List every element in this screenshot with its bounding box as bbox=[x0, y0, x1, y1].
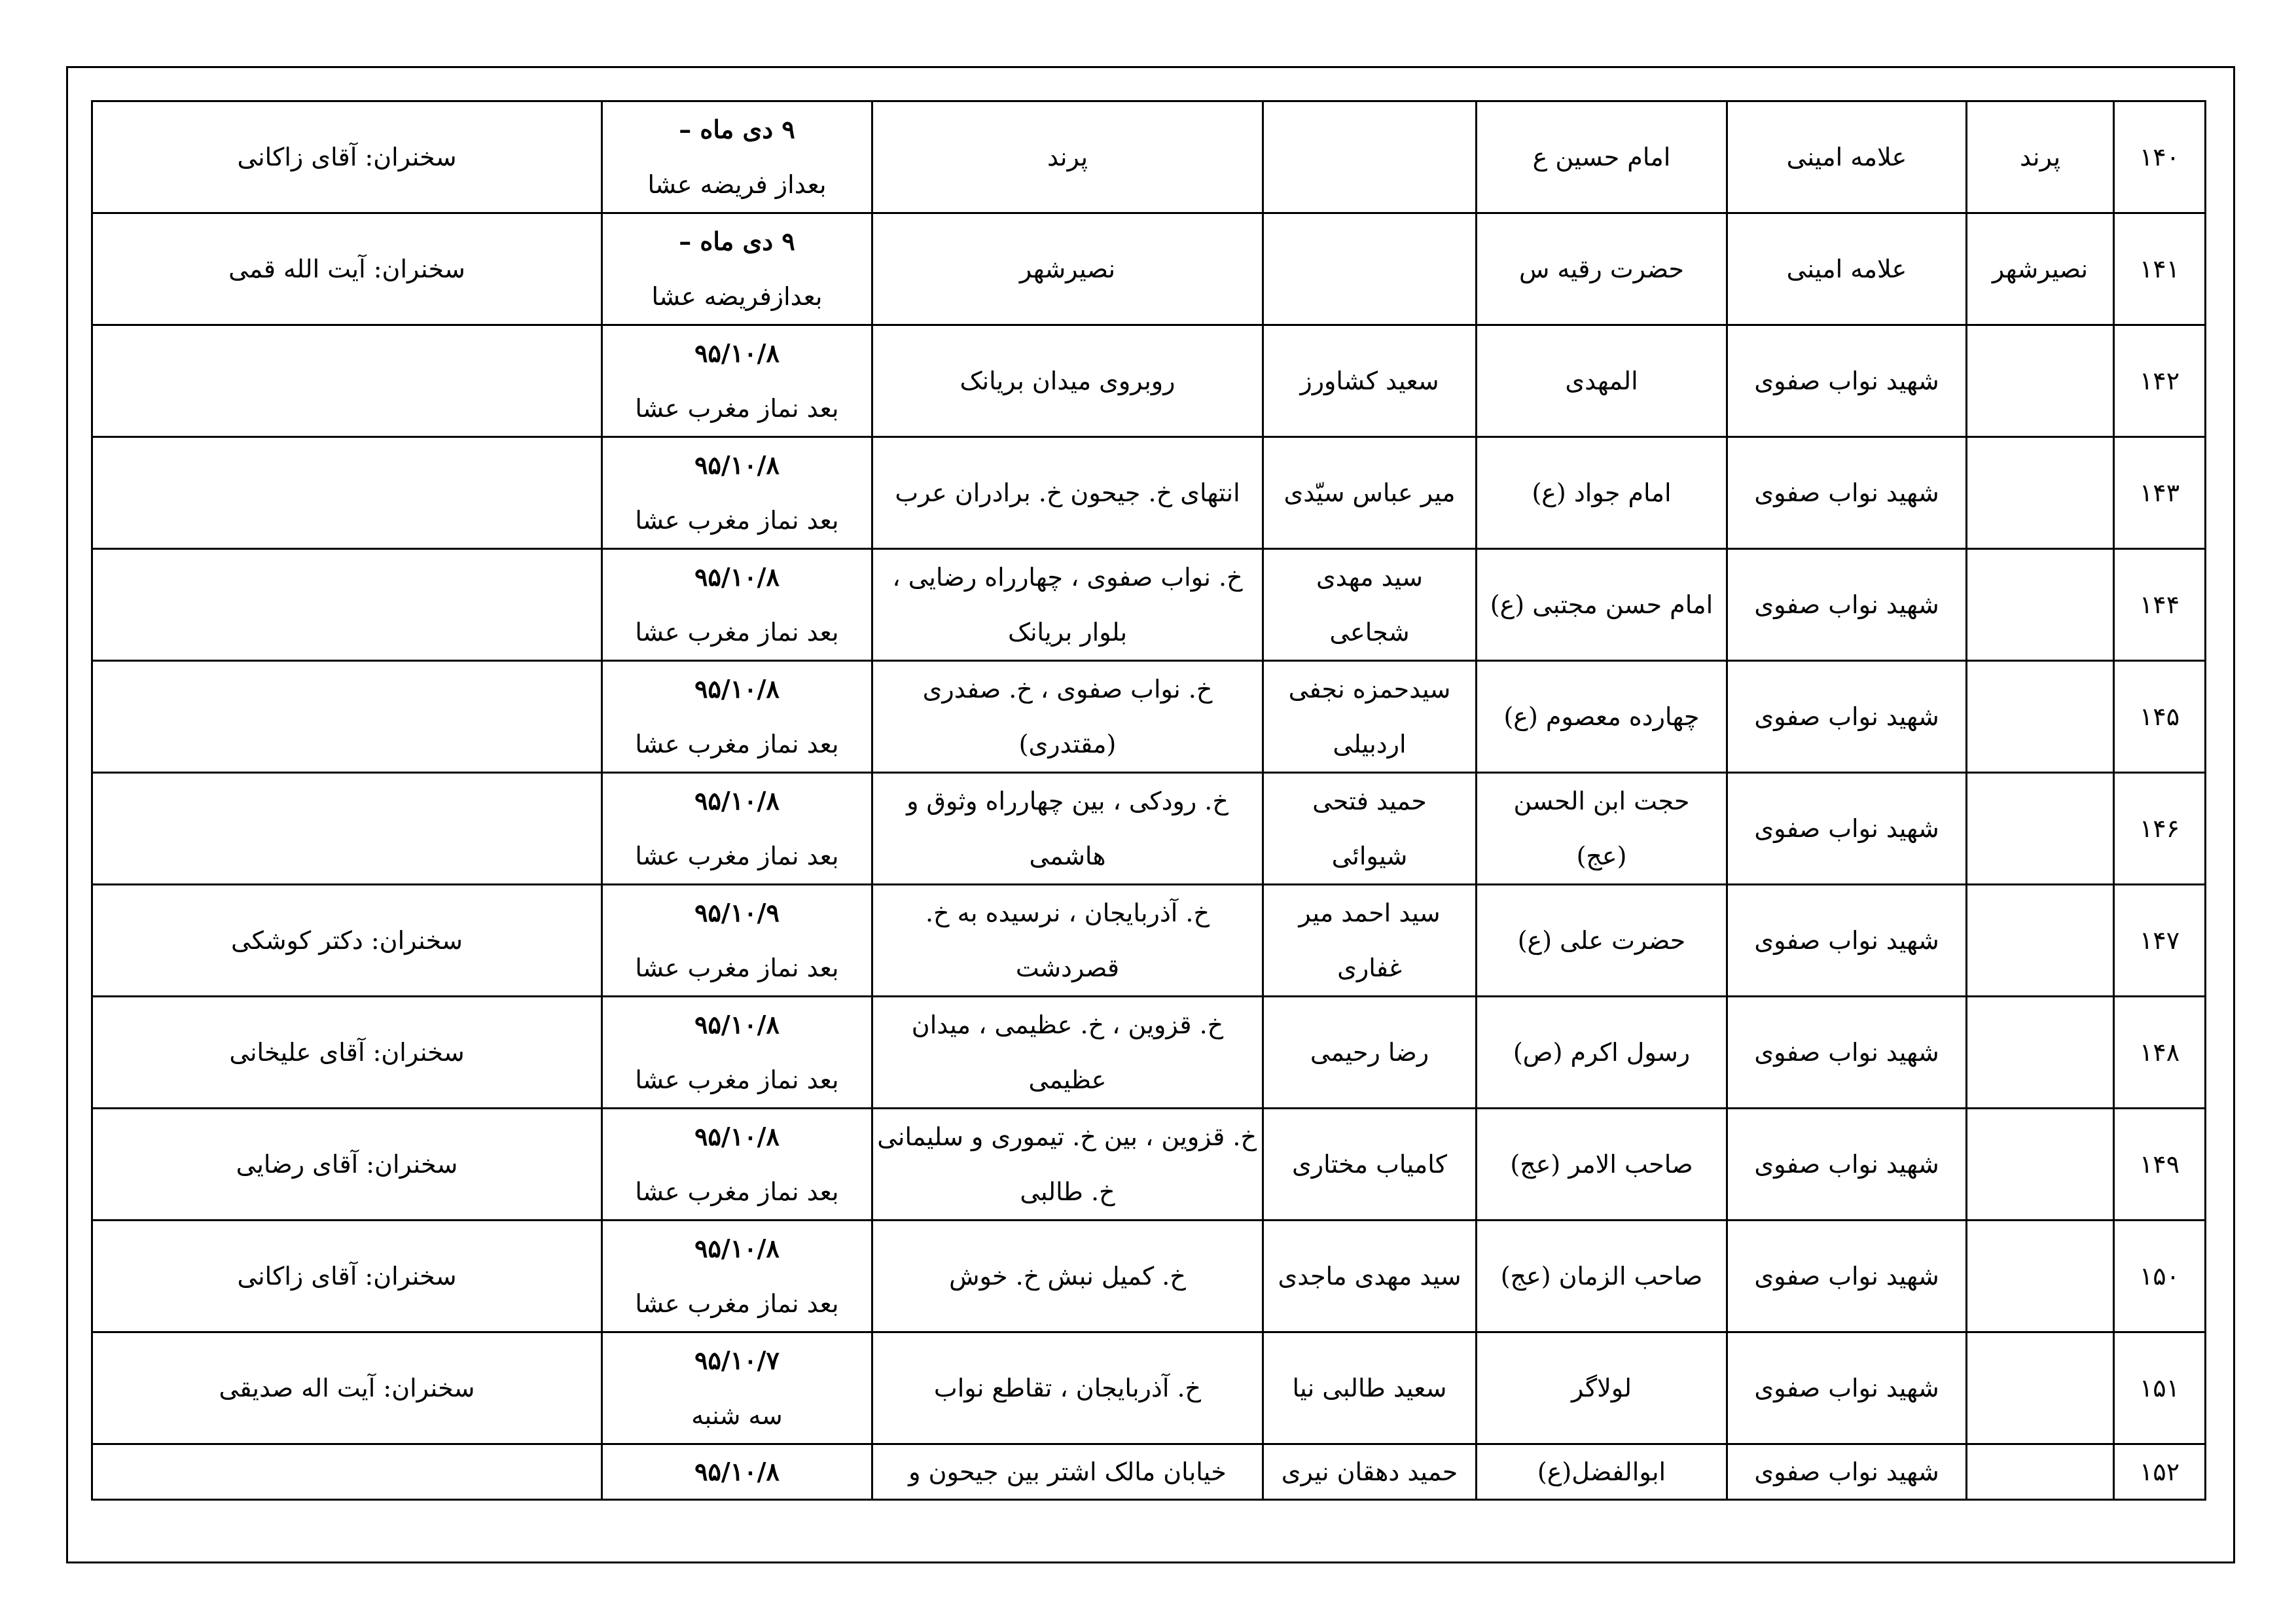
row-number-cell bbox=[2114, 549, 2206, 661]
date-time-text: بعدازفریضه عشا bbox=[651, 282, 823, 311]
organizer-cell bbox=[1263, 885, 1477, 997]
city-cell bbox=[1967, 1444, 2114, 1500]
speaker-cell bbox=[92, 1332, 602, 1444]
address-text: خ. نواب صفوی ، چهارراه رضایی ، bbox=[892, 563, 1243, 592]
mosque-text: امام جواد (ع) bbox=[1532, 478, 1672, 507]
address-text: بلوار بریانک bbox=[1007, 618, 1128, 647]
table-row bbox=[92, 997, 2206, 1109]
speaker-text: سخنران: آقای رضایی bbox=[236, 1150, 458, 1179]
row-number-text: ۱۵۰ bbox=[2139, 1262, 2180, 1291]
district-text: شهید نواب صفوی bbox=[1754, 926, 1939, 955]
row-number-cell bbox=[2114, 213, 2206, 325]
district-text: شهید نواب صفوی bbox=[1754, 1150, 1939, 1179]
organizer-text: رضا رحیمی bbox=[1310, 1038, 1429, 1067]
organizer-text: سعید طالبی نیا bbox=[1292, 1374, 1447, 1402]
date-time-text: بعد نماز مغرب عشا bbox=[635, 618, 839, 647]
speaker-cell bbox=[92, 997, 602, 1109]
district-cell bbox=[1727, 997, 1967, 1109]
organizer-text: اردبیلی bbox=[1333, 730, 1407, 758]
address-text: خ. کمیل نبش خ. خوش bbox=[949, 1262, 1186, 1291]
mosque-cell bbox=[1477, 885, 1727, 997]
speaker-cell bbox=[92, 773, 602, 885]
speaker-cell bbox=[92, 213, 602, 325]
date-time-cell bbox=[602, 1444, 872, 1500]
table-row bbox=[92, 885, 2206, 997]
organizer-text: سید مهدی bbox=[1316, 563, 1423, 592]
organizer-cell bbox=[1263, 437, 1477, 549]
district-cell bbox=[1727, 773, 1967, 885]
mosque-text: صاحب الزمان (عج) bbox=[1500, 1262, 1703, 1291]
table-row bbox=[92, 549, 2206, 661]
district-text: شهید نواب صفوی bbox=[1754, 1262, 1939, 1291]
row-number-text: ۱۴۶ bbox=[2139, 814, 2180, 843]
address-text: خیابان مالک اشتر بین جیحون و bbox=[908, 1457, 1227, 1486]
district-cell bbox=[1727, 437, 1967, 549]
city-cell bbox=[1967, 213, 2114, 325]
address-text: قصردشت bbox=[1015, 954, 1120, 982]
date-time-text: بعد نماز مغرب عشا bbox=[635, 1177, 839, 1206]
table-row bbox=[92, 1444, 2206, 1500]
table-row bbox=[92, 1109, 2206, 1221]
address-cell bbox=[872, 1221, 1263, 1332]
city-text: نصیرشهر bbox=[1992, 255, 2089, 283]
row-number-text: ۱۴۰ bbox=[2139, 143, 2180, 171]
organizer-text: سعید کشاورز bbox=[1300, 366, 1439, 395]
date-time-cell bbox=[602, 325, 872, 437]
district-text: علامه امینی bbox=[1786, 255, 1907, 283]
mosque-cell bbox=[1477, 325, 1727, 437]
table-row bbox=[92, 773, 2206, 885]
date-time-text: بعد نماز مغرب عشا bbox=[635, 1065, 839, 1094]
mosque-cell bbox=[1477, 997, 1727, 1109]
row-number-text: ۱۴۹ bbox=[2139, 1150, 2180, 1179]
organizer-text: شیوائی bbox=[1331, 842, 1408, 870]
table-row bbox=[92, 213, 2206, 325]
organizer-text: شجاعی bbox=[1329, 618, 1410, 647]
date-time-cell bbox=[602, 437, 872, 549]
address-text: خ. رودکی ، بین چهارراه وثوق و bbox=[906, 787, 1229, 815]
date-time-text: ۹۵/۱۰/۸ bbox=[694, 1457, 780, 1486]
mosque-cell bbox=[1477, 437, 1727, 549]
row-number-text: ۱۴۴ bbox=[2139, 590, 2180, 619]
organizer-cell bbox=[1263, 101, 1477, 213]
address-cell bbox=[872, 1444, 1263, 1500]
district-cell bbox=[1727, 549, 1967, 661]
date-time-text: بعد نماز مغرب عشا bbox=[635, 842, 839, 870]
city-cell bbox=[1967, 1332, 2114, 1444]
date-time-cell bbox=[602, 101, 872, 213]
address-text: خ. نواب صفوی ، خ. صفدری bbox=[922, 675, 1213, 704]
address-cell bbox=[872, 325, 1263, 437]
address-text: پرند bbox=[1047, 143, 1088, 171]
district-text: شهید نواب صفوی bbox=[1754, 702, 1939, 731]
mosque-cell bbox=[1477, 1109, 1727, 1221]
mosque-text: امام حسن مجتبی (ع) bbox=[1490, 590, 1713, 619]
address-text: خ. آذربایجان ، نرسیده به خ. bbox=[925, 899, 1210, 927]
row-number-text: ۱۴۵ bbox=[2139, 702, 2180, 731]
organizer-cell bbox=[1263, 549, 1477, 661]
row-number-text: ۱۴۷ bbox=[2139, 926, 2180, 955]
address-text: نصیرشهر bbox=[1019, 255, 1116, 283]
mosque-text: لولاگر bbox=[1571, 1374, 1632, 1402]
mosque-text: حجت ابن الحسن bbox=[1513, 787, 1690, 815]
address-cell bbox=[872, 885, 1263, 997]
district-cell bbox=[1727, 1444, 1967, 1500]
district-cell bbox=[1727, 1332, 1967, 1444]
mosque-cell bbox=[1477, 1221, 1727, 1332]
address-cell bbox=[872, 437, 1263, 549]
date-time-text: بعداز فریضه عشا bbox=[647, 170, 827, 199]
speaker-cell bbox=[92, 1221, 602, 1332]
address-text: خ. آذربایجان ، تقاطع نواب bbox=[933, 1374, 1202, 1402]
city-cell bbox=[1967, 325, 2114, 437]
speaker-cell bbox=[92, 885, 602, 997]
speaker-cell bbox=[92, 661, 602, 773]
date-time-text: ۹۵/۱۰/۷ bbox=[694, 1346, 780, 1375]
row-number-cell bbox=[2114, 1109, 2206, 1221]
table-row bbox=[92, 661, 2206, 773]
date-time-text: ۹۵/۱۰/۸ bbox=[694, 1010, 780, 1039]
table-row bbox=[92, 1332, 2206, 1444]
organizer-text: سیدحمزه نجفی bbox=[1288, 675, 1451, 704]
organizer-cell bbox=[1263, 213, 1477, 325]
address-text: خ. قزوین ، بین خ. تیموری و سلیمانی bbox=[877, 1122, 1257, 1151]
date-time-cell bbox=[602, 773, 872, 885]
events-table bbox=[91, 100, 2206, 1501]
city-text: پرند bbox=[2019, 143, 2061, 171]
district-cell bbox=[1727, 1221, 1967, 1332]
city-cell bbox=[1967, 549, 2114, 661]
mosque-text: رسول اکرم (ص) bbox=[1513, 1038, 1691, 1067]
mosque-text: ابوالفضل(ع) bbox=[1537, 1457, 1666, 1486]
address-text: خ. طالبی bbox=[1020, 1177, 1115, 1206]
date-time-cell bbox=[602, 997, 872, 1109]
date-time-text: بعد نماز مغرب عشا bbox=[635, 394, 839, 423]
speaker-text: سخنران: آقای زاکانی bbox=[237, 1262, 457, 1291]
district-cell bbox=[1727, 213, 1967, 325]
row-number-cell bbox=[2114, 661, 2206, 773]
date-time-text: ۹۵/۱۰/۸ bbox=[694, 1122, 780, 1151]
organizer-cell bbox=[1263, 773, 1477, 885]
organizer-text: سید مهدی ماجدی bbox=[1278, 1262, 1462, 1291]
address-cell bbox=[872, 773, 1263, 885]
date-time-text: بعد نماز مغرب عشا bbox=[635, 954, 839, 982]
mosque-text: المهدی bbox=[1565, 366, 1638, 395]
speaker-text: سخنران: آیت اله صدیقی bbox=[219, 1374, 475, 1402]
speaker-text: سخنران: آقای زاکانی bbox=[237, 143, 457, 171]
row-number-text: ۱۵۲ bbox=[2139, 1457, 2180, 1486]
mosque-cell bbox=[1477, 1444, 1727, 1500]
row-number-cell bbox=[2114, 885, 2206, 997]
address-cell bbox=[872, 213, 1263, 325]
row-number-cell bbox=[2114, 997, 2206, 1109]
row-number-text: ۱۴۳ bbox=[2139, 478, 2180, 507]
organizer-cell bbox=[1263, 1332, 1477, 1444]
organizer-cell bbox=[1263, 1221, 1477, 1332]
date-time-cell bbox=[602, 1109, 872, 1221]
mosque-text: حضرت رقیه س bbox=[1518, 255, 1685, 283]
date-time-text: ۹۵/۱۰/۸ bbox=[694, 674, 780, 704]
mosque-cell bbox=[1477, 1332, 1727, 1444]
address-cell bbox=[872, 661, 1263, 773]
district-text: علامه امینی bbox=[1786, 143, 1907, 171]
organizer-cell bbox=[1263, 1444, 1477, 1500]
city-cell bbox=[1967, 101, 2114, 213]
city-cell bbox=[1967, 773, 2114, 885]
district-text: شهید نواب صفوی bbox=[1754, 1457, 1939, 1486]
date-time-text: ۹۵/۱۰/۸ bbox=[694, 562, 780, 592]
date-time-text: ۹ دی ماه – bbox=[679, 226, 795, 256]
table-row bbox=[92, 325, 2206, 437]
district-cell bbox=[1727, 661, 1967, 773]
organizer-text: غفاری bbox=[1337, 954, 1402, 982]
address-text: روبروی میدان بریانک bbox=[960, 366, 1175, 395]
mosque-cell bbox=[1477, 773, 1727, 885]
organizer-text: حمید دهقان نیری bbox=[1281, 1457, 1458, 1486]
organizer-cell bbox=[1263, 325, 1477, 437]
date-time-text: ۹۵/۱۰/۸ bbox=[694, 338, 780, 368]
row-number-text: ۱۴۱ bbox=[2139, 255, 2180, 283]
date-time-cell bbox=[602, 549, 872, 661]
organizer-text: کامیاب مختاری bbox=[1292, 1150, 1447, 1179]
address-cell bbox=[872, 101, 1263, 213]
speaker-text: سخنران: دکتر کوشکی bbox=[231, 926, 463, 955]
district-text: شهید نواب صفوی bbox=[1754, 478, 1939, 507]
city-cell bbox=[1967, 661, 2114, 773]
date-time-text: بعد نماز مغرب عشا bbox=[635, 730, 839, 758]
table-row bbox=[92, 101, 2206, 213]
mosque-text: امام حسین ع bbox=[1532, 143, 1671, 171]
organizer-text: سید احمد میر bbox=[1299, 899, 1441, 927]
speaker-cell bbox=[92, 1109, 602, 1221]
date-time-text: ۹۵/۱۰/۹ bbox=[694, 898, 780, 927]
speaker-cell bbox=[92, 325, 602, 437]
date-time-cell bbox=[602, 1332, 872, 1444]
address-text: هاشمی bbox=[1029, 842, 1106, 870]
district-text: شهید نواب صفوی bbox=[1754, 1038, 1939, 1067]
city-cell bbox=[1967, 1109, 2114, 1221]
organizer-text: حمید فتحی bbox=[1312, 787, 1427, 815]
row-number-cell bbox=[2114, 325, 2206, 437]
mosque-text: صاحب الامر (عج) bbox=[1510, 1150, 1693, 1179]
district-text: شهید نواب صفوی bbox=[1754, 1374, 1939, 1402]
row-number-cell bbox=[2114, 437, 2206, 549]
date-time-text: ۹۵/۱۰/۸ bbox=[694, 450, 780, 480]
date-time-text: بعد نماز مغرب عشا bbox=[635, 506, 839, 535]
city-cell bbox=[1967, 1221, 2114, 1332]
district-cell bbox=[1727, 325, 1967, 437]
date-time-text: بعد نماز مغرب عشا bbox=[635, 1289, 839, 1318]
address-text: (مقتدری) bbox=[1018, 730, 1117, 758]
table-row bbox=[92, 1221, 2206, 1332]
speaker-cell bbox=[92, 101, 602, 213]
district-text: شهید نواب صفوی bbox=[1754, 814, 1939, 843]
date-time-cell bbox=[602, 1221, 872, 1332]
speaker-cell bbox=[92, 549, 602, 661]
address-cell bbox=[872, 1332, 1263, 1444]
mosque-cell bbox=[1477, 101, 1727, 213]
speaker-cell bbox=[92, 437, 602, 549]
address-text: خ. قزوین ، خ. عظیمی ، میدان bbox=[911, 1010, 1224, 1039]
organizer-text: میر عباس سیّدی bbox=[1283, 478, 1456, 507]
mosque-cell bbox=[1477, 661, 1727, 773]
mosque-text: (عج) bbox=[1576, 842, 1627, 870]
mosque-cell bbox=[1477, 549, 1727, 661]
address-cell bbox=[872, 997, 1263, 1109]
mosque-text: چهارده معصوم (ع) bbox=[1503, 702, 1700, 731]
speaker-cell bbox=[92, 1444, 602, 1500]
district-cell bbox=[1727, 1109, 1967, 1221]
row-number-cell bbox=[2114, 1332, 2206, 1444]
address-text: انتهای خ. جیحون خ. برادران عرب bbox=[895, 478, 1240, 507]
district-text: شهید نواب صفوی bbox=[1754, 366, 1939, 395]
date-time-cell bbox=[602, 213, 872, 325]
date-time-text: ۹۵/۱۰/۸ bbox=[694, 1234, 780, 1263]
address-text: عظیمی bbox=[1028, 1065, 1107, 1094]
organizer-cell bbox=[1263, 1109, 1477, 1221]
row-number-cell bbox=[2114, 101, 2206, 213]
date-time-cell bbox=[602, 661, 872, 773]
organizer-cell bbox=[1263, 661, 1477, 773]
district-cell bbox=[1727, 101, 1967, 213]
speaker-text: سخنران: آیت الله قمی bbox=[228, 255, 465, 283]
mosque-cell bbox=[1477, 213, 1727, 325]
row-number-text: ۱۴۸ bbox=[2139, 1038, 2180, 1067]
district-text: شهید نواب صفوی bbox=[1754, 590, 1939, 619]
organizer-cell bbox=[1263, 997, 1477, 1109]
date-time-cell bbox=[602, 885, 872, 997]
district-cell bbox=[1727, 885, 1967, 997]
table-row bbox=[92, 437, 2206, 549]
city-cell bbox=[1967, 437, 2114, 549]
row-number-text: ۱۵۱ bbox=[2139, 1374, 2180, 1402]
date-time-text: سه شنبه bbox=[691, 1401, 783, 1430]
mosque-text: حضرت علی (ع) bbox=[1517, 926, 1686, 955]
address-cell bbox=[872, 1109, 1263, 1221]
row-number-cell bbox=[2114, 1444, 2206, 1500]
row-number-text: ۱۴۲ bbox=[2139, 366, 2180, 395]
city-cell bbox=[1967, 885, 2114, 997]
address-cell bbox=[872, 549, 1263, 661]
date-time-text: ۹ دی ماه – bbox=[679, 115, 795, 144]
speaker-text: سخنران: آقای علیخانی bbox=[229, 1038, 465, 1067]
city-cell bbox=[1967, 997, 2114, 1109]
row-number-cell bbox=[2114, 773, 2206, 885]
row-number-cell bbox=[2114, 1221, 2206, 1332]
date-time-text: ۹۵/۱۰/۸ bbox=[694, 786, 780, 815]
